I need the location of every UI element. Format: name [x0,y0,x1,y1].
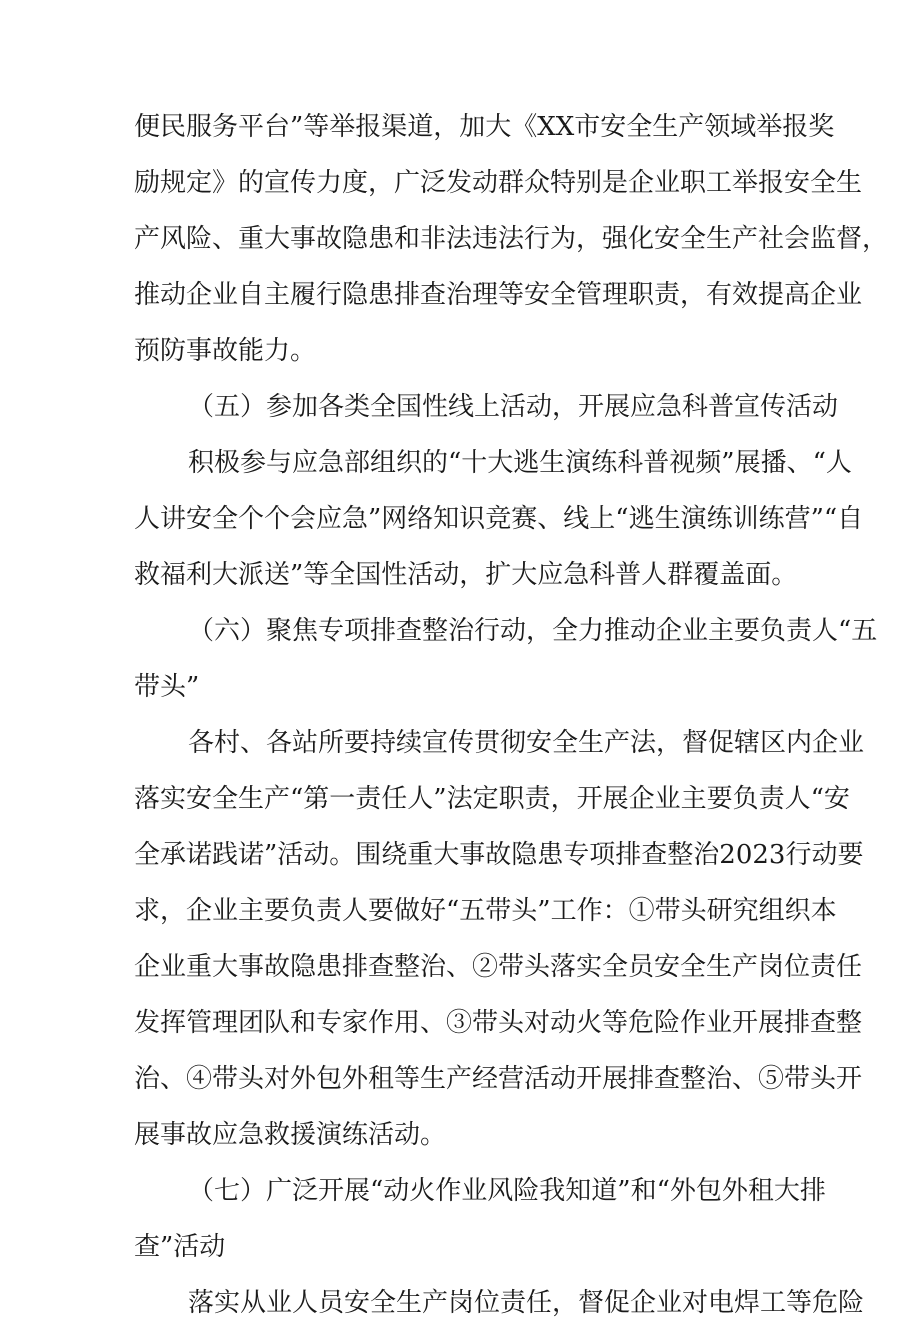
section-heading-7: （七）广泛开展“动火作业风险我知道”和“外包外租大排 [188,1176,826,1206]
text-line: 救福利大派送”等全国性活动，扩大应急科普人群覆盖面。 [134,560,798,590]
text-line: 各村、各站所要持续宣传贯彻安全生产法，督促辖区内企业 [188,728,865,758]
text-line: 便民服务平台”等举报渠道，加大《XX市安全生产领域举报奖 [134,112,835,142]
text-line: 落实从业人员安全生产岗位责任，督促企业对电焊工等危险 [188,1288,865,1318]
text-line: 发挥管理团队和专家作用、③带头对动火等危险作业开展排查整 [134,1008,863,1038]
text-line: 求，企业主要负责人要做好“五带头”工作：①带头研究组织本 [134,896,837,926]
text-line: 全承诺践诺”活动。围绕重大事故隐患专项排查整治2023行动要 [134,840,864,870]
section-heading-6: （六）聚焦专项排查整治行动，全力推动企业主要负责人“五 [188,616,878,646]
text-line: 人讲安全个个会应急”网络知识竞赛、线上“逃生演练训练营”“自 [134,504,864,534]
text-line: 励规定》的宣传力度，广泛发动群众特别是企业职工举报安全生 [134,168,863,198]
text-line: 推动企业自主履行隐患排查治理等安全管理职责，有效提高企业 [134,280,863,310]
text-line: 落实安全生产“第一责任人”法定职责，开展企业主要负责人“安 [134,784,850,814]
text-line: 企业重大事故隐患排查整治、②带头落实全员安全生产岗位责任 [134,952,863,982]
text-line: 展事故应急救援演练活动。 [134,1120,447,1150]
text-line: 治、④带头对外包外租等生产经营活动开展排查整治、⑤带头开 [134,1064,863,1094]
text-line: 积极参与应急部组织的“十大逃生演练科普视频”展播、“人 [188,448,852,478]
text-line: 产风险、重大事故隐患和非法违法行为，强化安全生产社会监督， [134,224,889,254]
section-heading-5: （五）参加各类全国性线上活动，开展应急科普宣传活动 [188,392,839,422]
section-heading-7-cont: 查”活动 [134,1232,226,1262]
section-heading-6-cont: 带头” [134,672,200,702]
text-line: 预防事故能力。 [134,336,317,366]
